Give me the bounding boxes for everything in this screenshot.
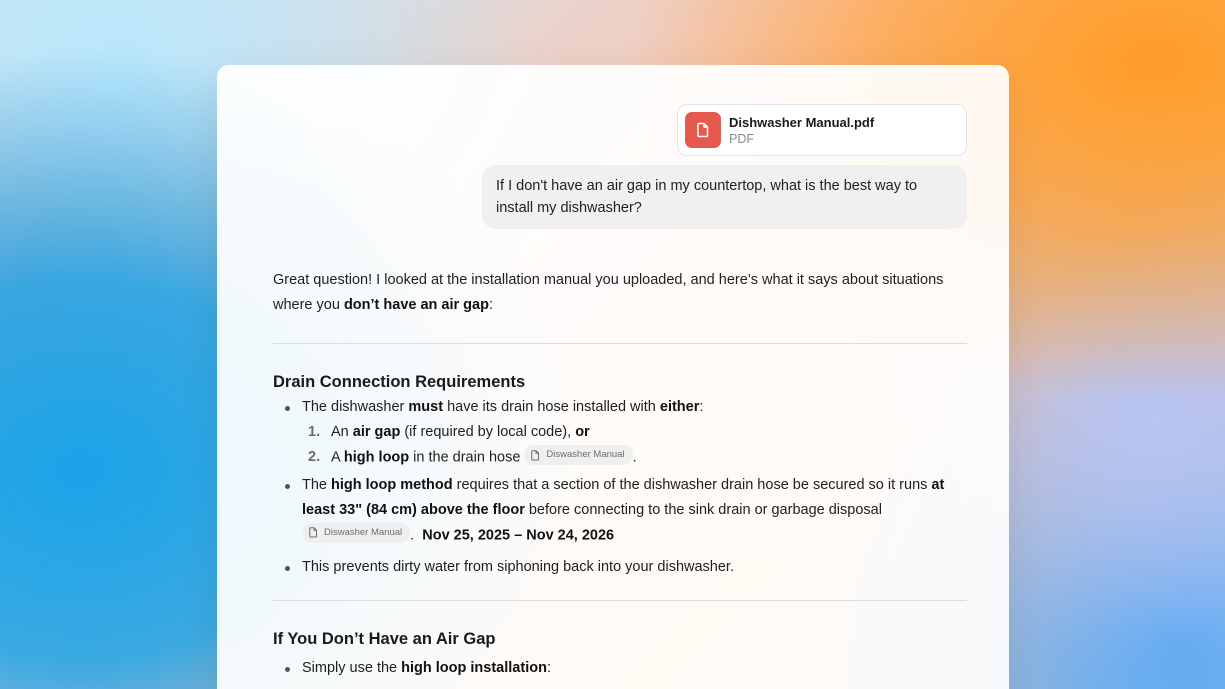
text: have its drain hose installed with bbox=[443, 399, 660, 415]
list-item bbox=[273, 395, 967, 471]
text: in the drain hose bbox=[409, 449, 525, 466]
file-type: PDF bbox=[729, 131, 754, 146]
document-icon bbox=[685, 112, 721, 148]
text: before connecting to the sink drain or garbage disposal bbox=[524, 501, 882, 518]
bold-text: high loop method bbox=[331, 476, 453, 493]
citation-chip[interactable] bbox=[302, 523, 410, 543]
list-item bbox=[302, 445, 967, 471]
intro-colon: : bbox=[488, 297, 493, 313]
drain-requirements-list bbox=[273, 395, 967, 580]
user-message: If I don't have an air gap in my countertop, what is the best way to install my dishwasher? bbox=[482, 165, 967, 229]
file-name: Dishwasher Manual.pdf bbox=[729, 114, 875, 130]
citation-chip[interactable] bbox=[524, 445, 632, 465]
list-number: 2. bbox=[308, 449, 321, 465]
section-heading-no-air-gap: If You Don’t Have an Air Gap bbox=[273, 630, 496, 648]
section-divider bbox=[273, 343, 967, 344]
text: . bbox=[632, 449, 637, 466]
bold-text: or bbox=[575, 424, 590, 440]
citation-label: Diswasher Manual bbox=[324, 526, 403, 538]
text: : bbox=[546, 660, 551, 676]
text: (if required by local code), bbox=[400, 424, 576, 440]
list-item bbox=[273, 473, 967, 549]
text: requires that a section of the dishwasher drain hose be secured so it runs bbox=[452, 476, 932, 493]
bold-text: high loop bbox=[343, 449, 410, 466]
text: This prevents dirty water from siphoning back into your dishwasher. bbox=[302, 559, 734, 575]
section-heading-drain: Drain Connection Requirements bbox=[273, 373, 526, 391]
text: A bbox=[331, 449, 344, 466]
text: The bbox=[302, 476, 332, 493]
file-meta bbox=[729, 114, 874, 147]
no-air-gap-list bbox=[273, 656, 967, 681]
assistant-response bbox=[273, 268, 967, 681]
list-item bbox=[273, 555, 967, 580]
options-list bbox=[302, 420, 967, 471]
bold-text: at least 33" (84 cm) above the floor bbox=[302, 476, 945, 518]
text: Simply use the bbox=[302, 660, 402, 676]
date-range: Nov 25, 2025 – Nov 24, 2026 bbox=[422, 527, 615, 543]
text: The dishwasher bbox=[302, 399, 409, 415]
document-icon bbox=[531, 450, 540, 461]
text: : bbox=[699, 399, 704, 415]
intro-bold: don’t have an air gap bbox=[343, 297, 489, 313]
response-intro bbox=[273, 268, 967, 318]
bold-text: must bbox=[408, 399, 444, 415]
list-number: 1. bbox=[308, 424, 321, 440]
list-item bbox=[302, 420, 967, 445]
text: An bbox=[331, 424, 353, 440]
file-attachment[interactable] bbox=[677, 104, 967, 156]
bold-text: high loop installation bbox=[401, 660, 547, 676]
bold-text: either bbox=[659, 399, 700, 415]
document-icon bbox=[309, 527, 318, 538]
citation-label: Diswasher Manual bbox=[546, 449, 625, 460]
list-item bbox=[273, 656, 967, 681]
bold-text: air gap bbox=[352, 424, 401, 440]
text: . bbox=[410, 527, 415, 543]
chat-panel bbox=[217, 65, 1009, 689]
intro-text: Great question! I looked at the installation manual you uploaded, and here’s what it says about situations where you bbox=[273, 272, 944, 313]
section-divider bbox=[273, 600, 967, 601]
